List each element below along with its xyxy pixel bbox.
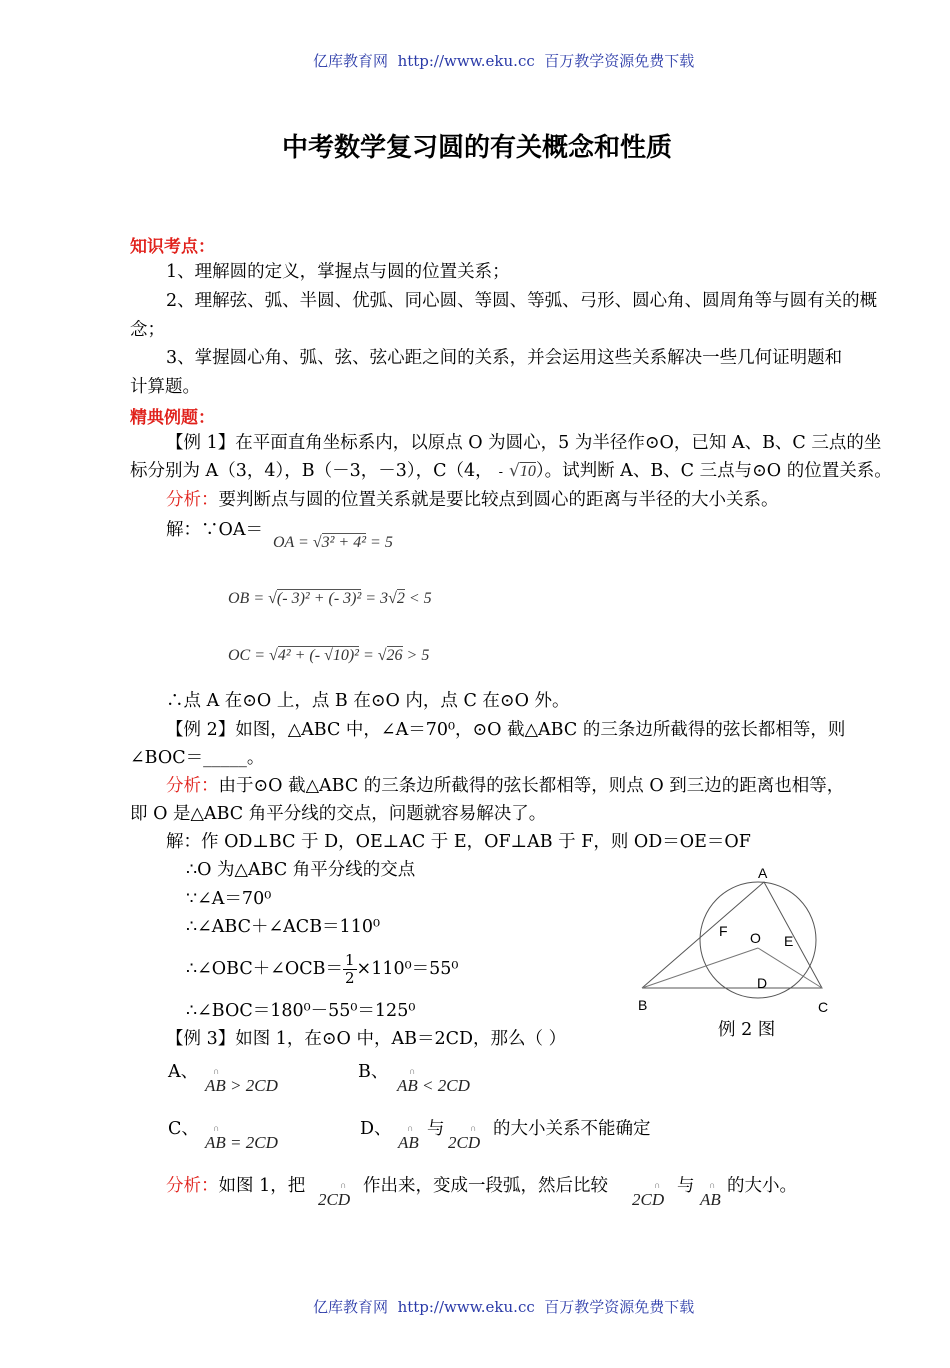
ex3-option-b-label: B、: [358, 1062, 389, 1082]
figure-triangle: [642, 882, 822, 988]
label-d: D: [757, 975, 768, 991]
ex3-option-a-expr: AB > 2CD: [205, 1076, 278, 1095]
oa-lhs: OA =: [273, 534, 313, 551]
ex3-analysis-cd2-text: 2CD: [632, 1190, 665, 1209]
ob-rhs: = 3: [361, 590, 389, 607]
examples-heading: 精典例题：: [130, 408, 215, 428]
label-f: F: [719, 923, 728, 939]
ex1-coords: 标分别为 A（3，4），B（－3，－3），C（4，: [130, 461, 493, 481]
knowledge-heading: 知识考点：: [130, 237, 215, 257]
ex1-analysis-text: 要判断点与圆的位置关系就是要比较点到圆心的距离与半径的大小关系。: [218, 490, 779, 510]
label-e: E: [784, 933, 794, 949]
ex3-analysis-label: [166, 1172, 305, 1200]
header-site: 亿库教育网: [313, 52, 389, 70]
label-c: C: [818, 999, 829, 1015]
footer-url[interactable]: http://www.eku.cc: [397, 1298, 535, 1316]
figure-line-oc: [758, 948, 822, 988]
oc-tail: > 5: [402, 647, 430, 664]
ex3-analysis-cd: ∩ 2CD: [318, 1180, 351, 1209]
ex2-sol-2: ∴O 为△ABC 角平分线的交点: [186, 860, 416, 880]
ex1-solution: 解：∵OA＝: [166, 520, 263, 540]
oc-radicand-2: 26: [386, 647, 403, 664]
ex3-option-c: ∩ AB = 2CD: [205, 1123, 278, 1152]
ex3-question: 【例 3】如图 1，在⊙O 中，AB＝2CD，那么（ ）: [166, 1029, 567, 1049]
oa-rhs: = 5: [366, 534, 393, 551]
ex2-sol-4: ∴∠ABC＋∠ACB＝110⁰: [186, 917, 380, 937]
ex1-analysis-label: 分析：: [166, 490, 219, 510]
ex1-analysis: [166, 486, 779, 514]
ex3-analysis-cd2: ∩ 2CD: [632, 1180, 665, 1209]
footer-slogan: 百万教学资源免费下载: [544, 1298, 695, 1316]
oc-lhs: OC =: [228, 647, 270, 664]
header-slogan: 百万教学资源免费下载: [544, 52, 695, 70]
ex2-analysis-cont: 即 O 是△ABC 角平分线的交点，问题就容易解决了。: [130, 804, 547, 824]
fraction-denominator: 2: [344, 969, 355, 987]
ob-tail: < 5: [404, 590, 432, 607]
ex3-analysis-label-text: 分析：: [166, 1176, 219, 1196]
ex1-line-2: [130, 457, 892, 487]
ex1-sqrt10: 10: [519, 463, 536, 480]
ex3-option-c-label: C、: [168, 1119, 199, 1139]
ex3-option-d-tail: 的大小关系不能确定: [493, 1119, 651, 1139]
ex2-sol-5-a: ∴∠OBC＋∠OCB＝: [186, 959, 343, 979]
knowledge-item-2: 2、理解弦、弧、半圆、优弧、同心圆、等圆、等弧、弓形、圆心角、圆周角等与圆有关的概: [166, 291, 878, 311]
ob-radicand: (- 3)² + (- 3)²: [276, 590, 362, 607]
ex3-option-d-label: D、: [360, 1119, 392, 1139]
ex3-option-b: ∩ AB < 2CD: [397, 1066, 470, 1095]
ex2-analysis-label: 分析：: [166, 776, 219, 796]
fraction: [343, 952, 357, 987]
ex3-analysis-ab: ∩ AB: [700, 1180, 721, 1209]
header-url[interactable]: http://www.eku.cc: [397, 52, 535, 70]
knowledge-item-2-cont: 念；: [130, 320, 165, 340]
ex3-option-d-cd-text: 2CD: [448, 1133, 481, 1152]
ex3-analysis-with: 与: [677, 1176, 695, 1196]
page-header: [313, 50, 694, 71]
ex2-analysis-text: 由于⊙O 截△ABC 的三条边所截得的弦长都相等，则点 O 到三边的距离也相等，: [218, 776, 845, 796]
oc-rhs: =: [358, 647, 378, 664]
page-footer: [313, 1296, 694, 1317]
label-a: A: [758, 865, 768, 881]
page-title: 中考数学复习圆的有关概念和性质: [282, 133, 673, 163]
ex3-option-c-expr: AB = 2CD: [205, 1133, 278, 1152]
figure-caption: 例 2 图: [718, 1020, 776, 1040]
ex3-analysis-cd-text: 2CD: [318, 1190, 351, 1209]
oa-formula: OA = √3² + 4² = 5: [273, 534, 393, 551]
ex1-question: ）。试判断 A、B、C 三点与⊙O 的位置关系。: [535, 461, 892, 481]
knowledge-item-3-cont: 计算题。: [130, 377, 200, 397]
knowledge-item-1: 1、理解圆的定义，掌握点与圆的位置关系；: [166, 262, 510, 282]
ex3-option-b-expr: AB < 2CD: [397, 1076, 470, 1095]
ex2-sol-6: ∴∠BOC＝180⁰－55⁰＝125⁰: [186, 1001, 416, 1021]
ex2-line-1: 【例 2】如图，△ABC 中，∠A＝70⁰，⊙O 截△ABC 的三条边所截得的弦长都相等，则: [166, 720, 846, 740]
fraction-numerator: 1: [344, 951, 355, 969]
ex3-option-d-cd: ∩ 2CD: [448, 1123, 481, 1152]
ex3-option-d-with: 与: [427, 1119, 445, 1139]
ex1-neg: -: [498, 465, 504, 480]
oa-radicand: 3² + 4²: [321, 534, 367, 551]
ex2-sol-1: 解：作 OD⊥BC 于 D，OE⊥AC 于 E，OF⊥AB 于 F，则 OD＝OE＝OF: [166, 832, 751, 852]
ob-formula: OB = √(- 3)² + (- 3)² = 3√2 < 5: [228, 590, 432, 607]
ex1-conclusion: ∴点 A 在⊙O 上，点 B 在⊙O 内，点 C 在⊙O 外。: [166, 691, 570, 711]
ex3-analysis-tail: 的大小。: [727, 1176, 797, 1196]
ex3-option-d-ab: ∩ AB: [398, 1123, 419, 1152]
ob-radicand-2: 2: [396, 590, 405, 607]
label-b: B: [638, 997, 648, 1013]
ex1-line-1: 【例 1】在平面直角坐标系内，以原点 O 为圆心，5 为半径作⊙O，已知 A、B、C 三点的坐: [166, 433, 882, 453]
ex3-analysis-b: 作出来，变成一段弧，然后比较: [363, 1176, 608, 1196]
ex3-option-a: ∩ AB > 2CD: [205, 1066, 278, 1095]
ex2-sol-3: ∵∠A＝70⁰: [186, 889, 272, 909]
ob-lhs: OB =: [228, 590, 269, 607]
ex3-analysis-a: 如图 1，把: [218, 1176, 306, 1196]
footer-site: 亿库教育网: [313, 1298, 389, 1316]
figure-line-bo: [642, 948, 758, 988]
ex3-analysis-ab-text: AB: [700, 1190, 721, 1209]
ex2-sol-5: [186, 952, 458, 987]
oc-formula: OC = √4² + (- √10)² = √26 > 5: [228, 647, 430, 664]
ex3-option-a-label: A、: [168, 1062, 199, 1082]
oc-radicand-c: )²: [348, 647, 359, 664]
ex2-line-2: ∠BOC＝_____。: [130, 748, 265, 768]
oc-radicand-b: 10: [332, 647, 349, 664]
knowledge-item-3: 3、掌握圆心角、弧、弦、弦心距之间的关系，并会运用这些关系解决一些几何证明题和: [166, 348, 843, 368]
oc-radicand-a: 4² + (-: [277, 647, 325, 664]
ex2-analysis: [166, 772, 844, 800]
ex2-sol-5-b: ×110⁰＝55⁰: [356, 959, 459, 979]
ex1-sqrt-sign: √: [509, 461, 520, 481]
ex3-option-d-ab-text: AB: [398, 1133, 419, 1152]
label-o: O: [750, 930, 761, 946]
